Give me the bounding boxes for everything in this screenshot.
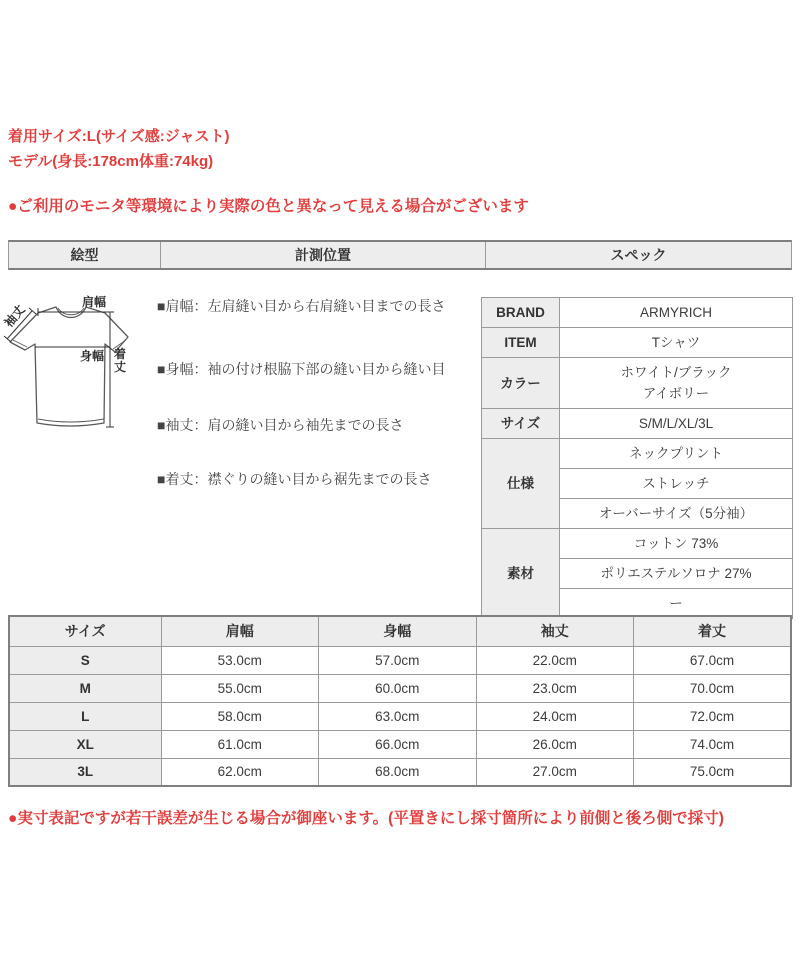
size-table-row — [9, 646, 791, 674]
measurement-description: ■身幅：袖の付け根脇下部の縫い目から縫い目 — [157, 361, 446, 377]
body-width-label: 身幅 — [80, 349, 105, 363]
wearing-size-info — [8, 124, 229, 174]
measurement-description: ■肩幅：左肩縫い目から右肩縫い目までの長さ — [157, 298, 446, 314]
section-header-spec: スペック — [610, 247, 667, 263]
tshirt-outline-svg — [0, 280, 165, 470]
size-value-cell: 66.0cm — [319, 730, 477, 758]
size-column-header: 着丈 — [634, 616, 792, 646]
section-header-measure-position: 計測位置 — [161, 242, 486, 268]
size-name-cell: S — [9, 646, 161, 674]
spec-value: コットン 73% — [560, 529, 793, 559]
size-name-cell: 3L — [9, 758, 161, 786]
size-value-cell: 60.0cm — [319, 674, 477, 702]
size-value-cell: 62.0cm — [161, 758, 319, 786]
spec-label: BRAND — [482, 298, 560, 328]
spec-label: ITEM — [482, 328, 560, 358]
monitor-color-notice: ●ご利用のモニタ等環境により実際の色と異なって見える場合がございます — [8, 198, 529, 215]
section-header-row — [8, 240, 792, 270]
size-chart-table — [8, 615, 792, 787]
measurement-disclaimer: ●実寸表記ですが若干誤差が生じる場合が御座います。(平置きにし採寸箇所により前側と後ろ側で採寸) — [8, 810, 724, 827]
size-value-cell: 55.0cm — [161, 674, 319, 702]
garment-length-label-char1: 着 — [114, 347, 127, 361]
size-table-row — [9, 702, 791, 730]
spec-value: ARMYRICH — [560, 298, 793, 328]
size-column-header: サイズ — [9, 616, 161, 646]
size-table-row — [9, 674, 791, 702]
size-value-cell: 27.0cm — [476, 758, 634, 786]
size-value-cell: 26.0cm — [476, 730, 634, 758]
size-column-header: 肩幅 — [161, 616, 319, 646]
collar-line — [58, 308, 84, 315]
size-value-cell: 74.0cm — [634, 730, 792, 758]
spec-value: ネックプリント — [560, 439, 793, 469]
size-column-header: 袖丈 — [476, 616, 634, 646]
size-value-cell: 61.0cm — [161, 730, 319, 758]
section-header-diagram: 絵型 — [9, 242, 161, 268]
size-name-cell: L — [9, 702, 161, 730]
size-value-cell: 24.0cm — [476, 702, 634, 730]
spec-value: ストレッチ — [560, 469, 793, 499]
shoulder-width-label: 肩幅 — [82, 295, 107, 309]
size-table-row — [9, 730, 791, 758]
size-value-cell: 22.0cm — [476, 646, 634, 674]
size-name-cell: XL — [9, 730, 161, 758]
size-name-cell: M — [9, 674, 161, 702]
size-value-cell: 57.0cm — [319, 646, 477, 674]
measurement-description-list — [157, 297, 477, 524]
measurement-description: ■着丈：襟ぐりの縫い目から裾先までの長さ — [157, 471, 432, 487]
spec-value: ホワイト/ブラック アイボリー — [560, 358, 793, 409]
wearing-size-line: 着用サイズ:L(サイズ感:ジャスト) — [8, 128, 230, 145]
size-value-cell: 58.0cm — [161, 702, 319, 730]
spec-value: オーバーサイズ（5分袖） — [560, 499, 793, 529]
size-value-cell: 67.0cm — [634, 646, 792, 674]
measurement-description: ■袖丈：肩の縫い目から袖先までの長さ — [157, 417, 404, 433]
spec-value: S/M/L/XL/3L — [560, 409, 793, 439]
size-value-cell: 53.0cm — [161, 646, 319, 674]
model-info-line: モデル(身長:178cm体重:74kg) — [8, 153, 214, 170]
size-table-row — [9, 758, 791, 786]
size-value-cell: 68.0cm — [319, 758, 477, 786]
spec-value: ー — [560, 589, 793, 619]
spec-label: カラー — [482, 358, 560, 409]
size-value-cell: 75.0cm — [634, 758, 792, 786]
spec-label: サイズ — [482, 409, 560, 439]
spec-table — [481, 297, 793, 619]
size-table-header-row — [9, 616, 791, 646]
spec-label: 素材 — [482, 529, 560, 619]
tshirt-measurement-diagram — [0, 280, 165, 470]
size-column-header: 身幅 — [319, 616, 477, 646]
spec-value: Tシャツ — [560, 328, 793, 358]
spec-label: 仕様 — [482, 439, 560, 529]
size-value-cell: 70.0cm — [634, 674, 792, 702]
size-value-cell: 23.0cm — [476, 674, 634, 702]
spec-value: ポリエステルソロナ 27% — [560, 559, 793, 589]
garment-length-label-char2: 丈 — [114, 360, 127, 374]
size-value-cell: 63.0cm — [319, 702, 477, 730]
sleeve-length-label: 袖丈 — [1, 302, 28, 330]
size-value-cell: 72.0cm — [634, 702, 792, 730]
